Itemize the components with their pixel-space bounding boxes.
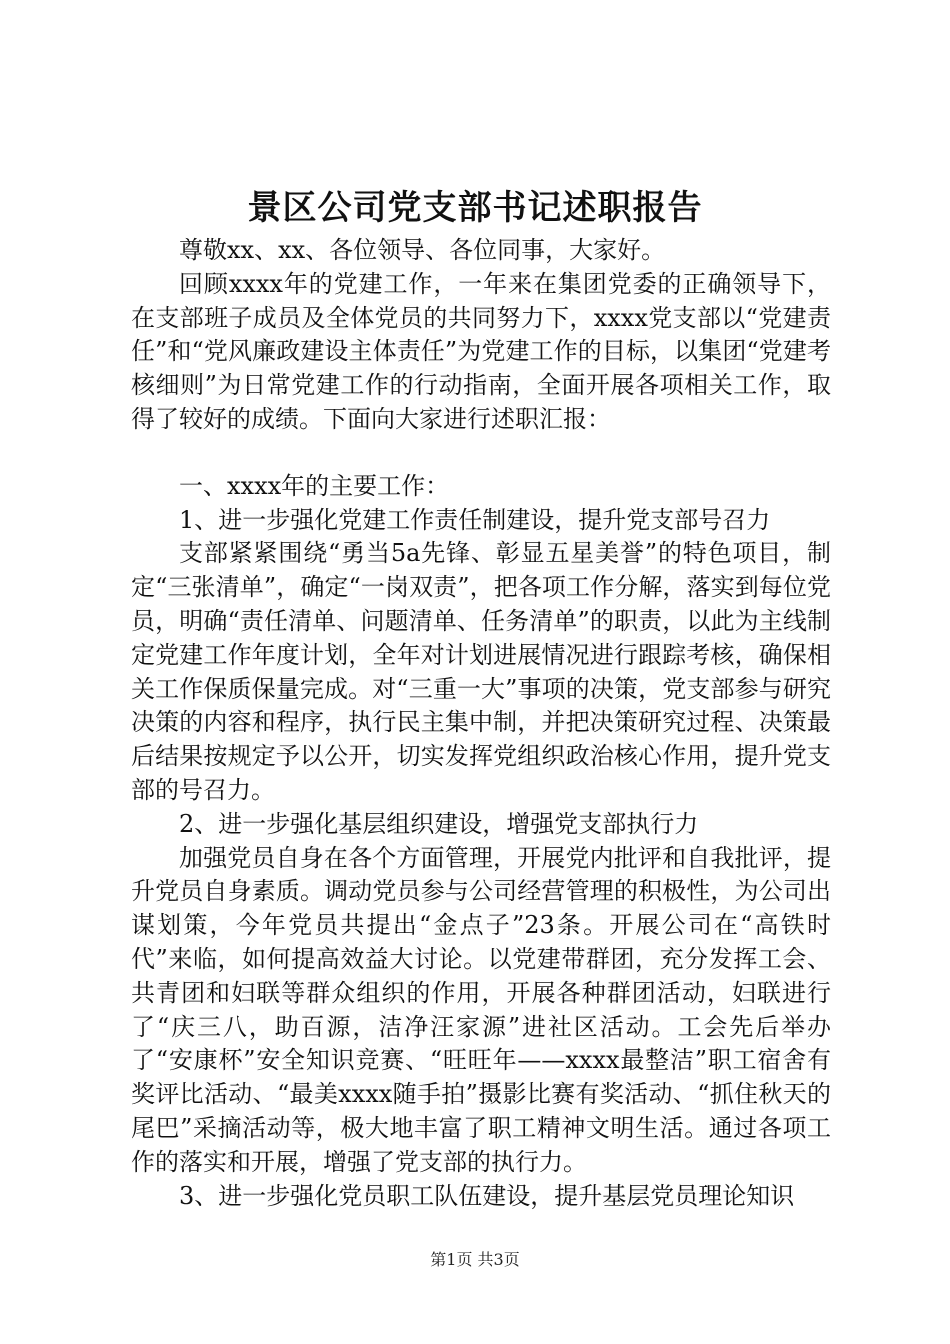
document-title: 景区公司党支部书记述职报告 — [247, 188, 703, 228]
section-heading-main-work: 一、xxxx年的主要工作： — [179, 471, 450, 500]
paragraph-review: 回顾xxxx年的党建工作，一年来在集团党委的正确领导下，在支部班子成员及全体党员的共同努力下，xxxx党支部以“党建责任”和“党风廉政建设主体责任”为党建工作的目标，以集团“党建考核细则”为日常党建工作的行动指南，全面开展各项相关工作，取得了较好的成绩。下面向大家进行述职汇报： — [131, 269, 831, 433]
paragraph-1-body: 支部紧紧围绕“勇当5a先锋、彰显五星美誉”的特色项目，制定“三张清单”，确定“一岗双责”，把各项工作分解，落实到每位党员，明确“责任清单、问题清单、任务清单”的职责，以此为主线制定党建工作年度计划，全年对计划进展情况进行跟踪考核，确保相关工作保质保量完成。对“三重一大”事项的决策，党支部参与研究决策的内容和程序，执行民主集中制，并把决策研究过程、决策最后结果按规定予以公开，切实发挥党组织政治核心作用，提升党支部的号召力。 — [131, 539, 831, 804]
document-body — [131, 234, 831, 1213]
subheading-2: 2、进一步强化基层组织建设，增强党支部执行力 — [179, 809, 699, 838]
paragraph-greeting: 尊敬xx、xx、各位领导、各位同事，大家好。 — [179, 236, 666, 264]
paragraph-2-body: 加强党员自身在各个方面管理，开展党内批评和自我批评，提升党员自身素质。调动党员参与公司经营管理的积极性，为公司出谋划策，今年党员共提出“金点子”23条。开展公司在“高铁时代”来临，如何提高效益大讨论。以党建带群团，充分发挥工会、共青团和妇联等群众组织的作用，开展各种群团活动，妇联进行了“庆三八，助百源，洁净汪家源”进社区活动。工会先后举办了“安康杯”安全知识竞赛、“旺旺年——xxxx最整洁”职工宿舍有奖评比活动、“最美xxxx随手拍”摄影比赛有奖活动、“抓住秋天的尾巴”采摘活动等，极大地丰富了职工精神文明生活。通过各项工作的落实和开展，增强了党支部的执行力。 — [131, 843, 831, 1176]
subheading-3: 3、进一步强化党员职工队伍建设，提升基层党员理论知识 — [179, 1181, 795, 1210]
subheading-1: 1、进一步强化党建工作责任制建设，提升党支部号召力 — [179, 505, 771, 534]
page-footer: 第1页 共3页 — [430, 1250, 520, 1269]
